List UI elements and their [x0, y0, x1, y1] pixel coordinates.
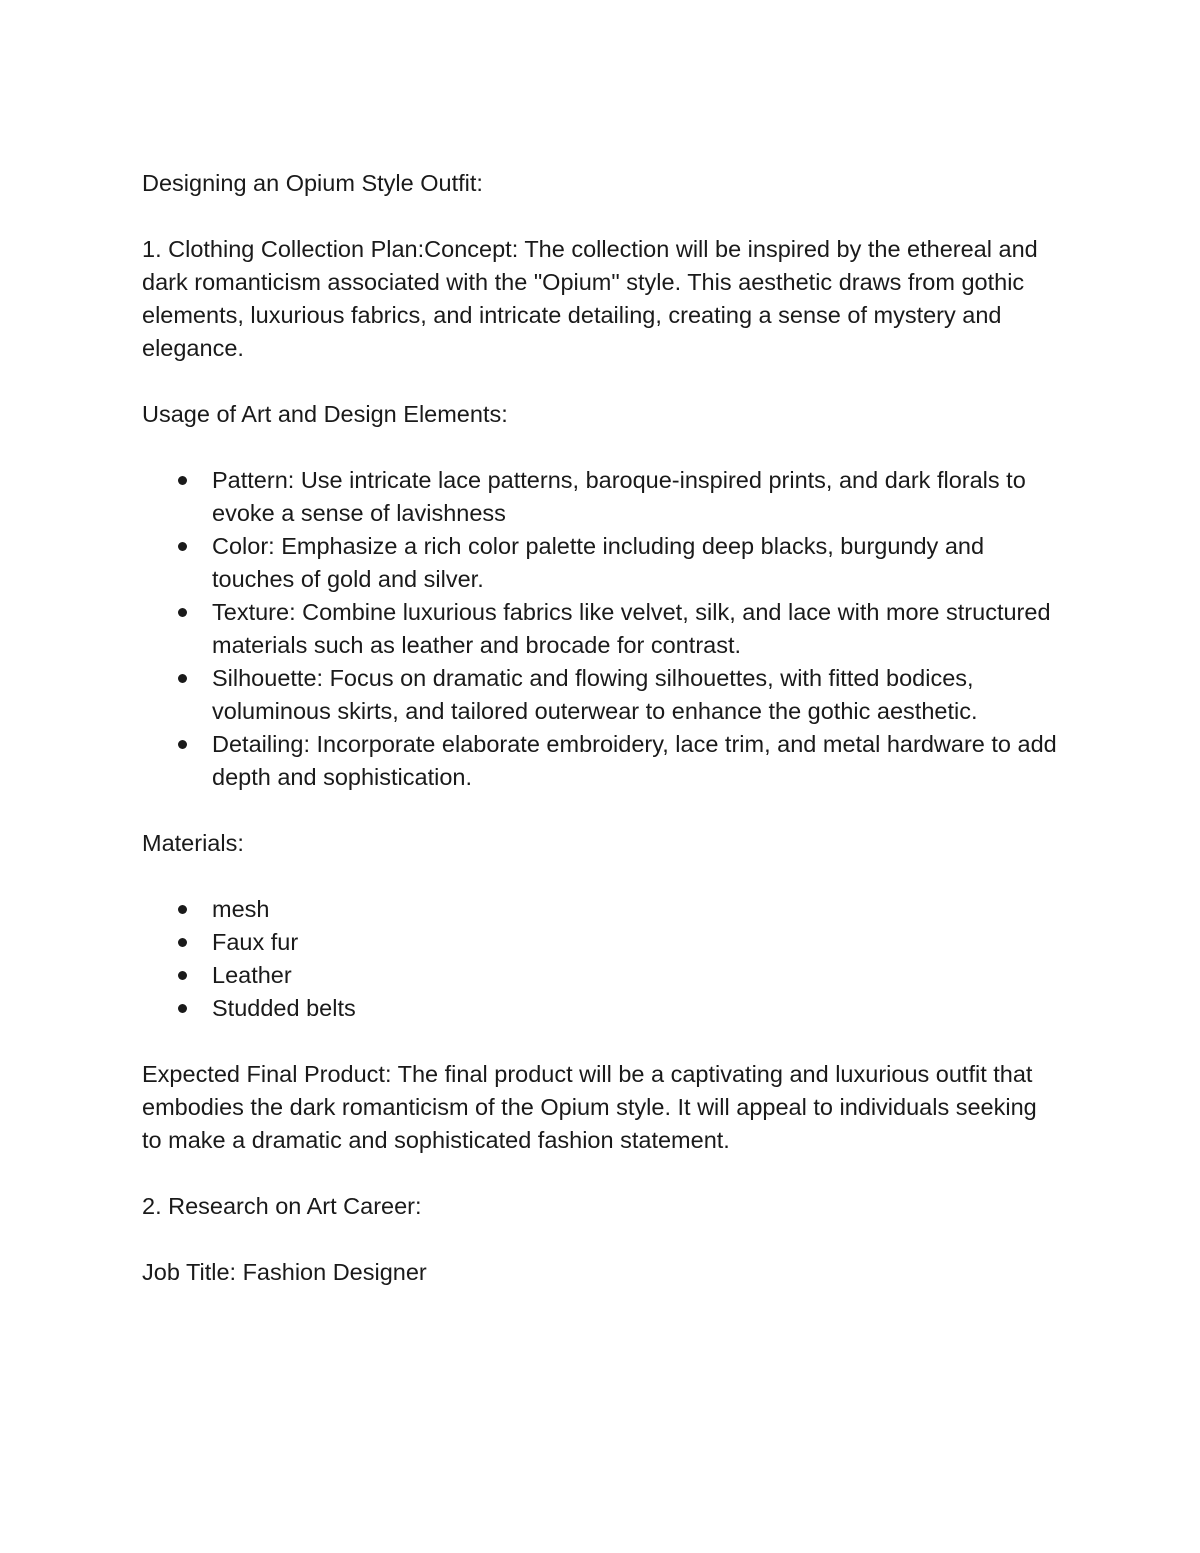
list-item-text: mesh [212, 896, 270, 922]
list-item [212, 464, 1062, 530]
usage-heading: Usage of Art and Design Elements: [142, 401, 508, 427]
list-item [212, 596, 1062, 662]
materials-list [142, 893, 1062, 1025]
bullet-icon [178, 1004, 187, 1013]
job-title-line: Job Title: Fashion Designer [142, 1259, 427, 1285]
list-item-text: Silhouette: Focus on dramatic and flowing silhouettes, with fitted bodices, voluminous skirts, and tailored outerwear to enhance the gothic aesthetic. [212, 665, 978, 724]
bullet-icon [178, 674, 187, 683]
list-item-text: Pattern: Use intricate lace patterns, baroque-inspired prints, and dark florals to evoke a sense of lavishness [212, 467, 1026, 526]
document-title: Designing an Opium Style Outfit: [142, 170, 483, 196]
list-item [212, 926, 1062, 959]
section2-heading: 2. Research on Art Career: [142, 1193, 422, 1219]
list-item [212, 662, 1062, 728]
bullet-icon [178, 476, 187, 485]
bullet-icon [178, 740, 187, 749]
bullet-icon [178, 938, 187, 947]
bullet-icon [178, 971, 187, 980]
section1-intro-paragraph: 1. Clothing Collection Plan:Concept: The collection will be inspired by the ethereal and dark romanticism associated with the "Opium" style. This aesthetic draws from gothic elements, luxurious fabrics, and intricate detailing, creating a sense of mystery and elegance. [142, 236, 1038, 361]
list-item [212, 959, 1062, 992]
list-item [212, 893, 1062, 926]
list-item-text: Leather [212, 962, 292, 988]
list-item-text: Texture: Combine luxurious fabrics like velvet, silk, and lace with more structured materials such as leather and brocade for contrast. [212, 599, 1051, 658]
list-item-text: Detailing: Incorporate elaborate embroidery, lace trim, and metal hardware to add depth and sophistication. [212, 731, 1057, 790]
bullet-icon [178, 608, 187, 617]
materials-heading: Materials: [142, 830, 244, 856]
expected-final-product-paragraph: Expected Final Product: The final product will be a captivating and luxurious outfit that embodies the dark romanticism of the Opium style. It will appeal to individuals seeking to make a dramatic and sophisticated fashion statement. [142, 1061, 1037, 1153]
usage-list [142, 464, 1062, 794]
bullet-icon [178, 542, 187, 551]
document-body [142, 167, 1062, 1289]
list-item [212, 992, 1062, 1025]
list-item [212, 530, 1062, 596]
bullet-icon [178, 905, 187, 914]
list-item-text: Studded belts [212, 995, 356, 1021]
list-item-text: Color: Emphasize a rich color palette including deep blacks, burgundy and touches of gold and silver. [212, 533, 985, 592]
list-item-text: Faux fur [212, 929, 299, 955]
list-item [212, 728, 1062, 794]
